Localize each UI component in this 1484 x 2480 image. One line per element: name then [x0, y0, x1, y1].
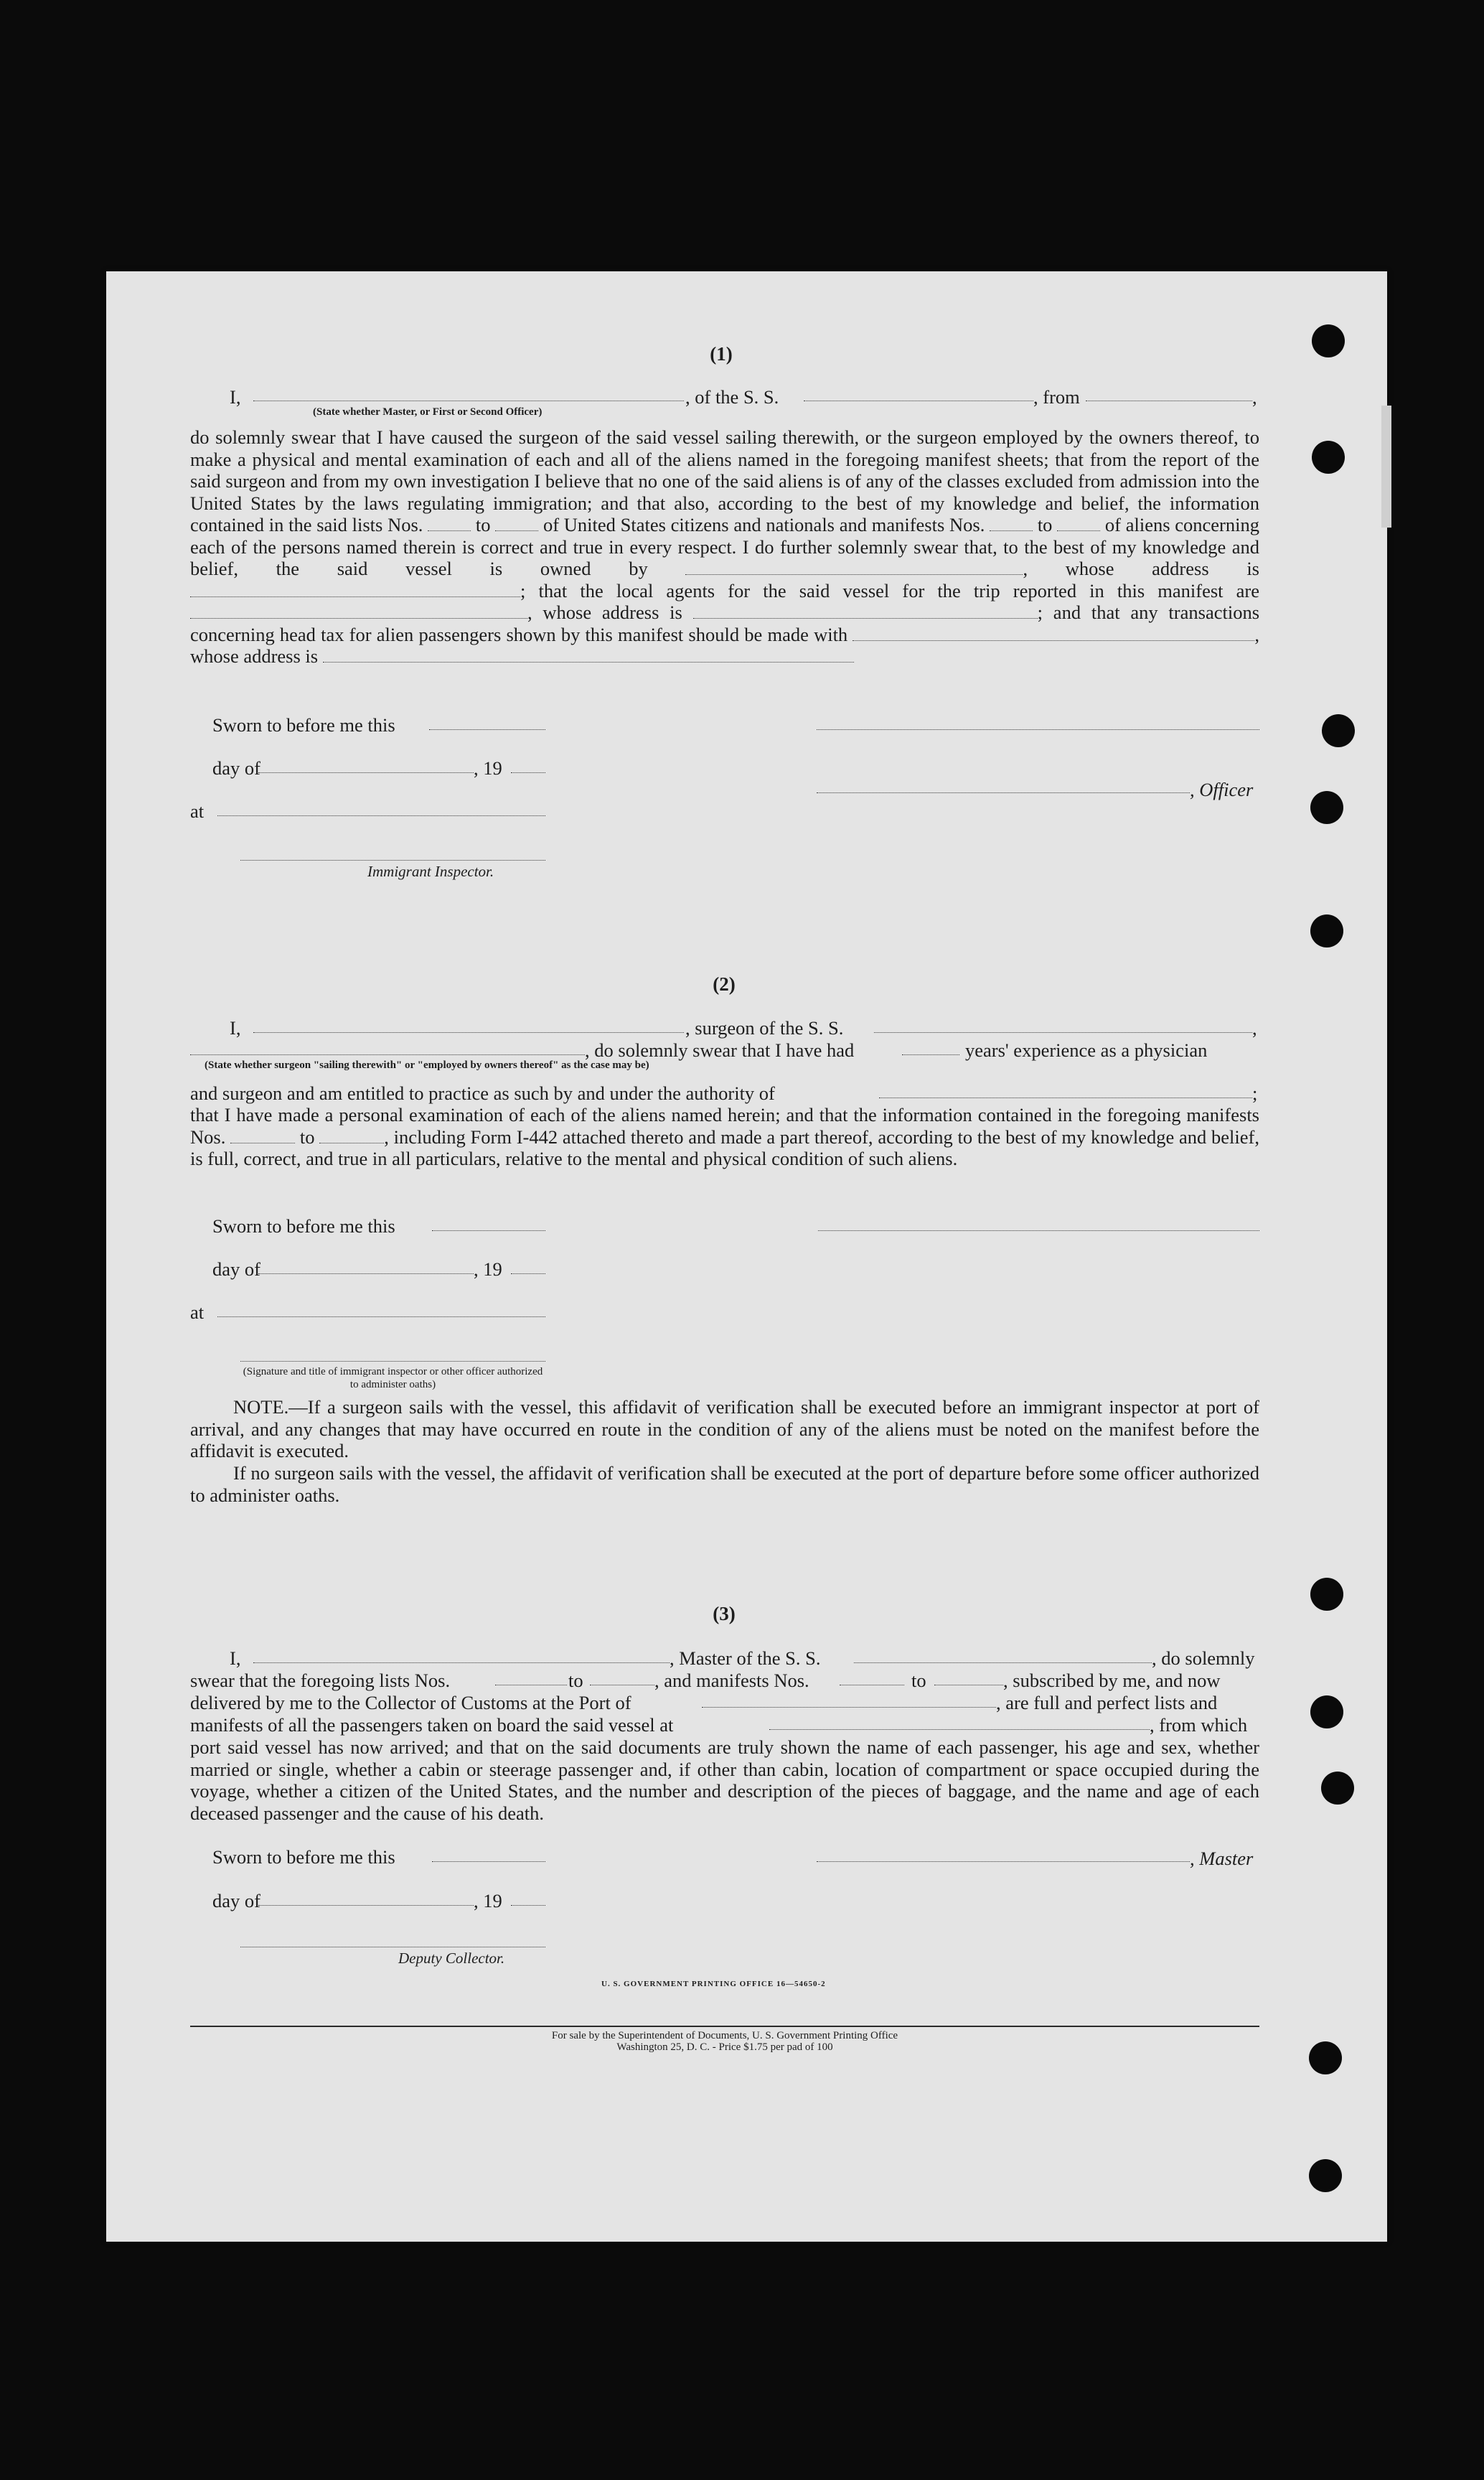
s2-line1-end: ,	[1252, 1017, 1257, 1039]
s1-to2: to	[1037, 514, 1053, 535]
s3-do-solemnly: , do solemnly	[1152, 1647, 1255, 1669]
s3-master-signature-blank[interactable]	[817, 1861, 1190, 1862]
s1-local-agents: that the local agents for the said vessel for the trip reported in this manifest are	[538, 579, 1260, 602]
s3-master-of-label: , Master of the S. S.	[670, 1647, 821, 1669]
s2-text-a: that I have made a personal examination of each of the aliens named herein; and that the information contained in the foregoing manifests Nos.	[190, 1104, 1259, 1148]
s1-agents-address-blank[interactable]	[693, 605, 1038, 619]
binder-hole	[1312, 441, 1345, 474]
s1-to1: to	[475, 514, 491, 535]
s1-comma: ,	[527, 602, 532, 623]
page-tab-edge	[1381, 406, 1391, 528]
s1-manifests-to-blank[interactable]	[1057, 518, 1100, 531]
s2-semicolon: ;	[1252, 1082, 1258, 1104]
s1-line1-end: ,	[1252, 386, 1257, 408]
s1-year-blank[interactable]	[511, 772, 545, 773]
s3-master-label: , Master	[1190, 1848, 1254, 1869]
s3-year-blank[interactable]	[511, 1905, 545, 1906]
s1-owner-blank[interactable]	[685, 561, 1023, 575]
s1-whose-address3: , whose address is	[190, 623, 1259, 667]
s1-day-of-label: day of	[212, 757, 260, 779]
binder-hole	[1312, 324, 1345, 357]
s1-head-tax: ; and that any transactions concerning head tax for alien passengers shown by this manifest should be made with	[190, 602, 1260, 645]
s2-nineteen-label: , 19	[474, 1258, 502, 1280]
s1-oath-paragraph	[190, 426, 1259, 668]
s3-ship-blank[interactable]	[854, 1662, 1152, 1663]
s2-years-blank[interactable]	[902, 1054, 959, 1055]
s2-oath-paragraph	[190, 1104, 1259, 1170]
s1-whose-address: , whose address is	[1023, 558, 1259, 579]
s1-text-c: of aliens concerning each of the persons named therein is correct and true in every respect. I do further solemnly swear that, to the best of my knowledge and belief, the said vessel is owned by	[190, 514, 1259, 579]
s3-to1: to	[568, 1670, 583, 1691]
s1-text-a: do solemnly swear that I have caused the surgeon of the said vessel sailing therewith, or the surgeon employed by the owners thereof, to make a physical and mental examination of each and all of the aliens named in the foregoing manifest sheets; that from the report of the said surgeon and from my own investigation I believe that no one of the said aliens is of any of the classes excluded from admission into the United States by the laws regulating immigration; and that also, according to the best of my knowledge and belief, the information contained in the said lists Nos.	[190, 426, 1259, 535]
gpo-imprint: U. S. GOVERNMENT PRINTING OFFICE 16—54650-2	[601, 1980, 826, 1988]
s2-signature-blank[interactable]	[818, 1230, 1259, 1231]
s1-nineteen-label: , 19	[474, 757, 502, 779]
binder-hole	[1321, 1772, 1354, 1805]
s3-departure-port-blank[interactable]	[769, 1729, 1150, 1730]
sale-notice-line-1: For sale by the Superintendent of Documents, U. S. Government Printing Office	[551, 2030, 898, 2041]
s3-day-blank[interactable]	[258, 1905, 474, 1906]
s3-and-manifests: , and manifests Nos.	[654, 1670, 809, 1691]
s3-from-which: , from which	[1150, 1714, 1248, 1736]
s3-oath-paragraph: port said vessel has now arrived; and that on the said documents are truly shown the name of each passenger, his age and sex, whether married or single, whether a cabin or steerage passenger and, if other than cabin, location of compartment or space occupied during the voyage, whether a citizen of the United States, and the number and description of the pieces of baggage, and the name and age of each deceased passenger and the cause of his death.	[190, 1736, 1259, 1824]
binder-hole	[1310, 791, 1343, 824]
s1-i-label: I,	[230, 386, 241, 408]
s3-nineteen-label: , 19	[474, 1890, 502, 1912]
s2-inspector-blank[interactable]	[240, 1361, 545, 1362]
binder-hole	[1310, 1695, 1343, 1728]
s3-deputy-label: Deputy Collector.	[398, 1950, 505, 1967]
section-3-number: (3)	[713, 1603, 736, 1624]
s1-agents-blank[interactable]	[190, 605, 527, 619]
s1-officer-blank[interactable]	[817, 792, 1190, 793]
s3-name-blank[interactable]	[253, 1662, 670, 1663]
s1-text-b: of United States citizens and nationals and manifests Nos.	[543, 514, 985, 535]
s2-sworn-blank[interactable]	[432, 1230, 545, 1231]
s1-owner-address-blank[interactable]	[190, 584, 520, 597]
s2-at-blank[interactable]	[217, 1316, 545, 1317]
binder-hole	[1310, 914, 1343, 947]
binder-hole	[1310, 1578, 1343, 1611]
s1-inspector-label: Immigrant Inspector.	[367, 863, 494, 880]
s2-authority-label: and surgeon and am entitled to practice as such by and under the authority of	[190, 1082, 775, 1104]
s1-day-blank[interactable]	[258, 772, 474, 773]
s2-caption: (State whether surgeon "sailing therewith" or "employed by owners thereof" as the case may be)	[205, 1059, 649, 1071]
binder-hole	[1309, 2041, 1342, 2074]
s1-lists-from-blank[interactable]	[428, 518, 471, 531]
binder-hole	[1309, 2159, 1342, 2192]
s1-semicolon: ;	[520, 579, 526, 602]
binder-hole	[1322, 714, 1355, 747]
s1-signature-blank[interactable]	[817, 729, 1259, 730]
s3-to2: to	[911, 1670, 926, 1691]
s2-day-of-label: day of	[212, 1258, 260, 1280]
s2-note-2: If no surgeon sails with the vessel, the affidavit of verification shall be executed at the port of departure before some officer authorized to administer oaths.	[190, 1462, 1259, 1506]
s1-whose-address2: whose address is	[543, 602, 682, 623]
s2-sworn-label: Sworn to before me this	[212, 1215, 395, 1237]
s3-manifests-all: manifests of all the passengers taken on board the said vessel at	[190, 1714, 674, 1736]
s1-inspector-blank[interactable]	[240, 860, 545, 861]
s1-at-label: at	[190, 800, 205, 822]
s2-day-blank[interactable]	[258, 1273, 474, 1274]
s2-surgeon-of-label: , surgeon of the S. S.	[685, 1017, 844, 1039]
s2-ship-blank[interactable]	[874, 1032, 1252, 1033]
s2-year-blank[interactable]	[511, 1273, 545, 1274]
s3-subscribed: , subscribed by me, and now	[1003, 1670, 1221, 1691]
s1-caption: (State whether Master, or First or Second Officer)	[313, 406, 543, 418]
s2-do-solemnly: , do solemnly swear that I have had	[585, 1039, 855, 1061]
s2-at-label: at	[190, 1301, 205, 1323]
s3-sworn-label: Sworn to before me this	[212, 1846, 395, 1868]
footer-rule	[190, 2026, 1259, 2027]
s1-at-blank[interactable]	[217, 815, 545, 816]
s2-manifests-from-blank[interactable]	[230, 1130, 295, 1143]
s3-day-of-label: day of	[212, 1890, 260, 1912]
s2-note-1: NOTE.—If a surgeon sails with the vessel, this affidavit of verification shall be executed before an immigrant inspector at port of arrival, and any changes that may have occurred en route in the condition of any of the aliens must be noted on the manifest before the affidavit is executed.	[190, 1396, 1259, 1461]
section-2-number: (2)	[713, 973, 736, 995]
s2-status-blank[interactable]	[190, 1054, 585, 1055]
s2-text-b: , including Form I-442 attached thereto and made a part thereof, according to the best of my knowledge and belief, is full, correct, and true in all particulars, relative to the mental and physical condition of such aliens.	[190, 1126, 1259, 1169]
s2-name-blank[interactable]	[253, 1032, 684, 1033]
s1-from-label: , from	[1033, 386, 1080, 408]
s3-port-blank[interactable]	[702, 1707, 996, 1708]
s2-i-label: I,	[230, 1017, 241, 1039]
s2-years-label: years' experience as a physician	[965, 1039, 1208, 1061]
sale-notice-line-2: Washington 25, D. C. - Price $1.75 per pad of 100	[616, 2041, 833, 2053]
s1-sworn-blank[interactable]	[429, 729, 545, 730]
s3-swear-lists: swear that the foregoing lists Nos.	[190, 1670, 451, 1691]
s3-full-perfect: , are full and perfect lists and	[996, 1692, 1218, 1713]
s1-head-tax-address-blank[interactable]	[323, 649, 854, 663]
s1-officer-label: , Officer	[1190, 779, 1254, 800]
s1-sworn-label: Sworn to before me this	[212, 714, 395, 736]
s2-signature-caption: (Signature and title of immigrant inspector or other officer authorized to administer oaths)	[243, 1366, 543, 1390]
section-1-number: (1)	[710, 343, 733, 365]
s2-manifests-to-blank[interactable]	[319, 1130, 384, 1143]
s3-delivered: delivered by me to the Collector of Customs at the Port of	[190, 1692, 631, 1713]
s1-head-tax-blank[interactable]	[853, 627, 1254, 641]
s1-of-ss-label: , of the S. S.	[685, 386, 779, 408]
s1-lists-to-blank[interactable]	[495, 518, 538, 531]
s3-i-label: I,	[230, 1647, 241, 1669]
s3-sworn-blank[interactable]	[432, 1861, 545, 1862]
s2-to: to	[299, 1126, 315, 1148]
s1-manifests-from-blank[interactable]	[990, 518, 1033, 531]
